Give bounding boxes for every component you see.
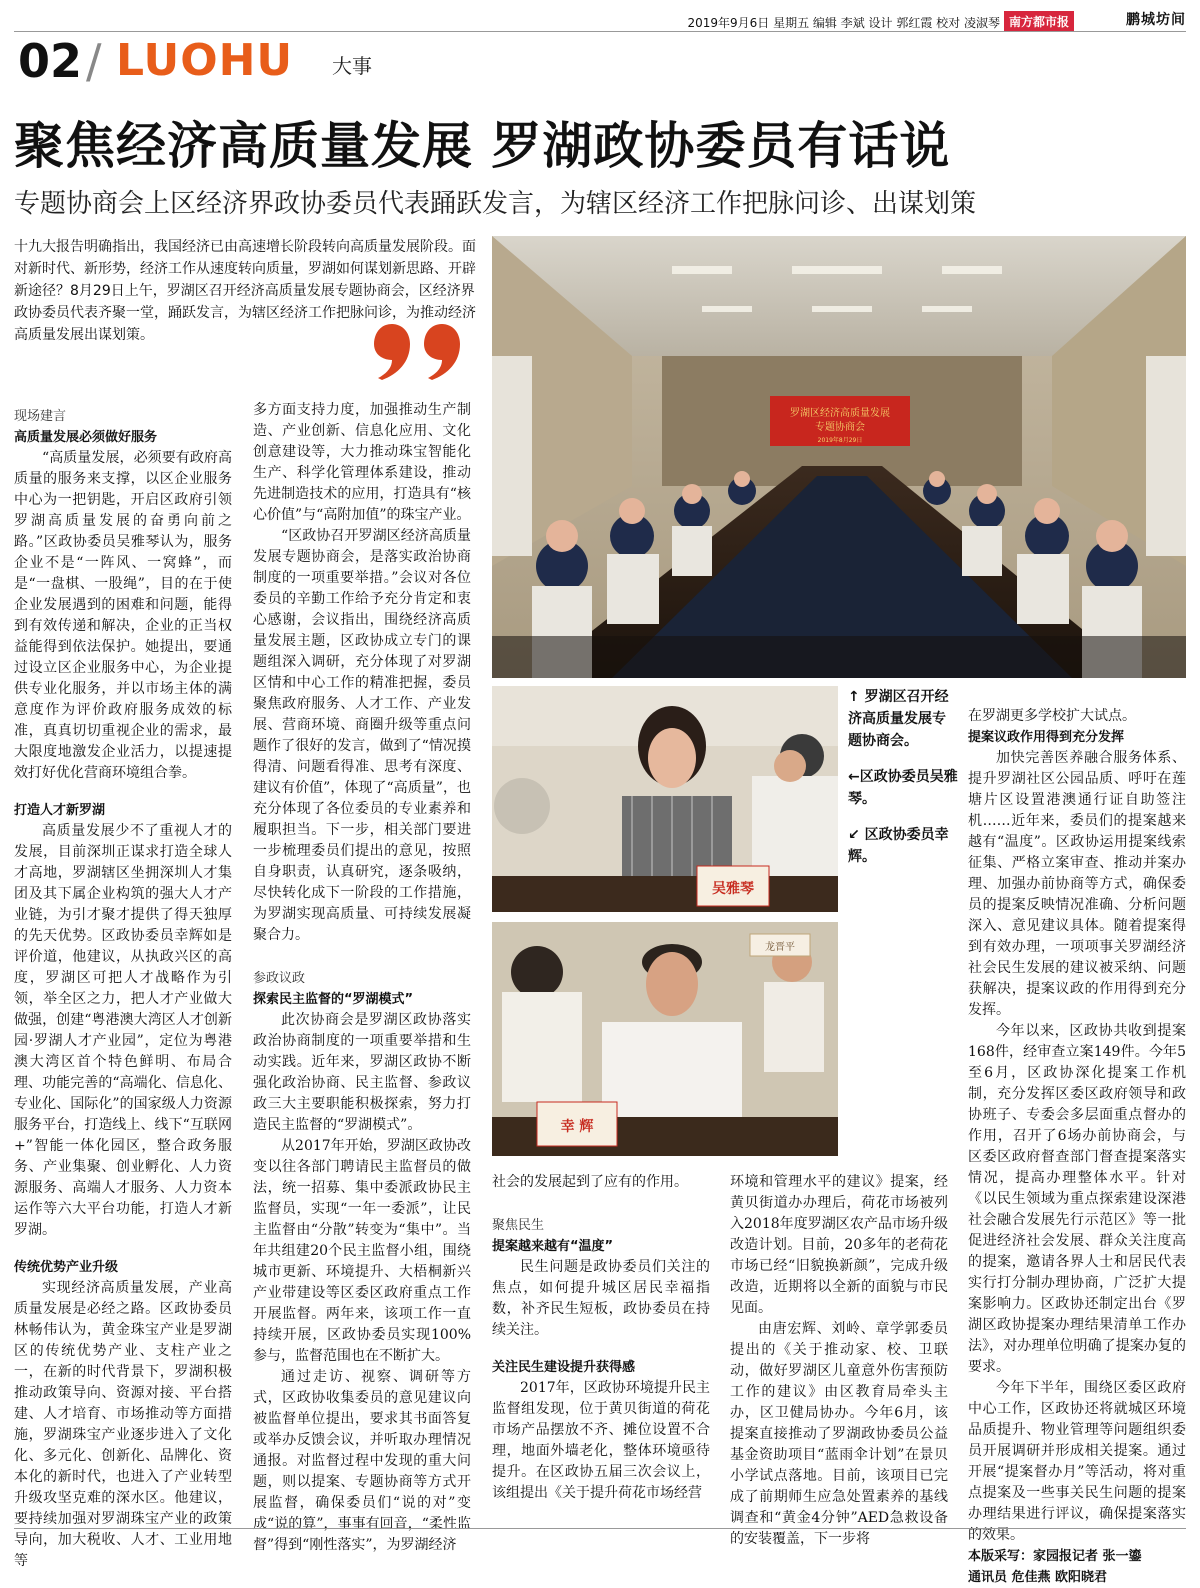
nameplate-wu: 吴雅琴 [712,881,754,897]
paragraph: 多方面支持力度，加强推动生产制造、产业创新、信息化应用、文化创意建设等，大力推动珠宝智能化生产、科学化管理体系建设，推动先进制造技术的应用，打造具有“核心价值”与“高附加值”的珠宝产业。 [253,402,471,523]
paragraph: 通过走访、视察、调研等方式，区政协收集委员的意见建议向被监督单位提出，要求其书面答复或举办反馈会议，并听取办理情况通报。对监督过程中发现的重大问题，则以提案、专题协商等方式开展监督，确保委员们“说的对”变成“说的算”，事事有回音，“柔性监督”得到“刚性落实”，为罗湖经济 [253,1369,471,1553]
paragraph: 由唐宏辉、刘岭、章学郭委员提出的《关于推动家、校、卫联动，做好罗湖区儿童意外伤害预防工作的建议》由区教育局牵头主办，区卫健局协办。今年6月，该提案直接推动了罗湖政协委员公益基金资助项目“蓝雨伞计划”在景贝小学试点落地。目前，该项目已完成了前期师生应急处置素养的基线调查和“黄金4分钟”AED急救设备的安装覆盖，下一步将 [730,1321,948,1547]
section-sub: 大事 [332,54,372,78]
paragraph: “区政协召开罗湖区经济高质量发展专题协商会，是落实政治协商制度的一项重要举措。”会议对各位委员的辛勤工作给予充分肯定和衷心感谢，会议指出，围绕经济高质量发展主题，区政协成立专门的课题组深入调研，充分体现了对罗湖区情和中心工作的精准把握，委员聚焦政府服务、人才工作、产业发展、营商环境、商圈升级等重点问题作了很好的发言，做到了“情况摸得清、问题看得准、思考有深度、建议有价值”，体现了“高质量”，也充分体现了各位委员的专业素养和履职担当。下一步，相关部门要进一步梳理委员们提出的意见，按照自身职责，认真研究，逐条吸纳，尽快转化成下一阶段的工作措施，为罗湖实现高质量、可持续发展凝聚合力。 [253,528,471,943]
paragraph: 实现经济高质量发展，产业高质量发展是必经之路。区政协委员林畅伟认为，黄金珠宝产业是罗湖区的传统优势产业、支柱产业之一，在新的时代背景下，罗湖积极推动政策导向、资源对接、平台搭建、人才培育、市场推动等方面措施，罗湖珠宝产业逐步进入了文化化、多元化、创新化、品牌化、资本化的新时代，也进入了产业转型升级攻坚克难的深水区。他建议，要持续加强对罗湖珠宝产业的政策导向，加大税收、人才、工业用地等 [14,1280,232,1569]
subhead: 传统优势产业升级 [14,1260,119,1275]
paragraph: 高质量发展少不了重视人才的发展，目前深圳正谋求打造全球人才高地，罗湖辖区坐拥深圳人才集团及其下属企业构筑的强大人才产业链，为引才聚才提供了得天独厚的先天优势。区政协委员幸辉如是评价道，他建议，从执政兴区的高度，罗湖区可把人才战略作为引领，举全区之力，把人才产业做大做强，创建“粤港澳大湾区人才创新园·罗湖人才产业园”，定位为粤港澳大湾区首个特色鲜明、布局合理、功能完善的“高端化、信息化、专业化、国际化”的国家级人力资源服务平台，打造线上、线下“互联网+”智能一体化园区，整合政务服务、产业集聚、创业孵化、人力资源服务、高端人才服务、人力资本运作等六大平台功能，打造人才新罗湖。 [14,823,232,1238]
paragraph: 今年以来，区政协共收到提案168件，经审查立案149件。今年5至6月，区政协深化提案工作机制，充分发挥区委区政府领导和政协班子、专委会多层面重点督办的作用，召开了6场办前协商会，与区委区政府督查部门督查提案落实情况，提高办理整体水平。针对《以民生领域为重点探索建设深港社会融合发展先行示范区》等一批促进经济社会发展、群众关注度高的提案，邀请各界人士和居民代表实行打分制办理协商，广泛扩大提案影响力。区政协还制定出台《罗湖区政协提案办理结果清单工作办法》，对办理单位明确了提案办复的要求。 [968,1023,1186,1375]
paragraph: 此次协商会是罗湖区政协落实政治协商制度的一项重要举措和生动实践。近年来，罗湖区政协不断强化政治协商、民主监督、参政议政三大主要职能积极探索，努力打造民主监督的“罗湖模式”。 [253,1012,471,1133]
subhead: 提案议政作用得到充分发挥 [968,730,1125,745]
meeting-photo [492,236,1186,678]
caption-main: ↑ 罗湖区召开经济高质量发展专题协商会。 [848,689,949,749]
section-slash: / [86,34,102,88]
subhead: 关注民生建设提升获得感 [492,1360,636,1375]
byline-reporter: 本版采写：家园报记者 张一鎏 [968,1549,1142,1564]
paragraph: 民生问题是政协委员们关注的焦点，如何提升城区居民幸福指数，补齐民生短板，政协委员在持续关注。 [492,1259,710,1338]
headline: 聚焦经济高质量发展 罗湖政协委员有话说 [14,117,951,175]
nameplate-long: 龙晋平 [765,942,795,953]
top-rule [14,31,1186,32]
paper-logo: 南方都市报 [1004,11,1074,32]
paragraph: 社会的发展起到了应有的作用。 [492,1174,688,1190]
banner-line2: 专题协商会 [815,422,865,433]
paragraph: 从2017年开始，罗湖区政协改变以往各部门聘请民主监督员的做法，统一招募、集中委派政协民主监督员，实现“一年一委派”，让民主监督由“分散”转变为“集中”。当年共组建20个民主监督小组，围绕城市更新、环境提升、大梧桐新兴产业带建设等区委区政府重点工作开展监督。两年来，该项工作一直持续开展，区政协委员实现100%参与，监督范围也在不断扩大。 [253,1138,471,1364]
banner-date: 2019年8月29日 [817,437,863,444]
nameplate-xing: 幸 辉 [560,1119,594,1135]
column-3 [492,1172,710,1504]
kicker: 参政议政 [253,971,306,986]
section-name: LUOHU [116,35,294,86]
bottom-rule [14,1528,1186,1529]
paragraph: 在罗湖更多学校扩大试点。 [968,708,1136,724]
subhead: 提案越来越有“温度” [492,1239,614,1254]
column-1 [14,400,232,1572]
lead-paragraph: 十九大报告明确指出，我国经济已由高速增长阶段转向高质量发展阶段。面对新时代、新形势，经济工作从速度转向质量，罗湖如何谋划新思路、开辟新途径？8月29日上午，罗湖区召开经济高质量发展专题协商会，区经济界政协委员代表齐聚一堂，踊跃发言，为辖区经济工作把脉问诊，为推动经济高质量发展出谋划策。 [14,239,476,343]
subhead: 打造人才新罗湖 [14,803,106,818]
banner-line1: 罗湖区经济高质量发展 [790,408,890,419]
subheadline: 专题协商会上区经济界政协委员代表踊跃发言，为辖区经济工作把脉问诊、出谋划策 [14,189,977,219]
paragraph: 今年下半年，围绕区委区政府中心工作，区政协还将就城区环境品质提升、物业管理等问题组织委员开展调研并形成相关提案。通过开展“提案督办月”等活动，将对重点提案及一些事关民生问题的提案办理结果进行评议，确保提案落实的效果。 [968,1380,1186,1543]
subhead: 探索民主监督的“罗湖模式” [253,992,414,1007]
column-4 [730,1172,948,1550]
edition-logo: 鹏城坊间 [1126,12,1186,28]
paragraph: 环境和管理水平的建议》提案，经黄贝街道办办理后，荷花市场被列入2018年度罗湖区农产品市场升级改造计划。目前，20多年的老荷花市场已经“旧貌换新颜”，完成升级改造，近期将以全新的面貌与市民见面。 [730,1174,948,1316]
caption-xing: ↙ 区政协委员幸辉。 [848,827,949,865]
kicker: 聚焦民生 [492,1218,545,1233]
column-2 [253,400,471,1556]
date-line: 2019年9月6日 星期五 编辑 李斌 设计 郭红霞 校对 凌淑琴 [687,16,1000,30]
photo-xing-hui [492,922,838,1156]
page-number: 02 [18,34,83,88]
caption-wu: ←区政协委员吴雅琴。 [848,769,958,807]
kicker: 现场建言 [14,409,67,424]
quote-mark-icon [370,320,470,380]
paragraph: 2017年，区政协环境提升民主监督组发现，位于黄贝街道的荷花市场产品摆放不齐、摊位设置不合理，地面外墙老化，整体环境亟待提升。在区政协五届三次会议上，该组提出《关于提升荷花市场经营 [492,1380,710,1501]
photo-captions [848,686,958,882]
photo-wu-yaqin [492,686,838,912]
column-5 [968,706,1186,1588]
subhead: 高质量发展必须做好服务 [14,430,158,445]
paragraph: “高质量发展，必须要有政府高质量的服务来支撑，以区企业服务中心为一把钥匙，开启区政府引领罗湖高质量发展的奋勇向前之路。”区政协委员吴雅琴认为，服务企业不是“一阵风、一窝蜂”，而是“一盘棋、一股绳”，目的在于使企业发展遇到的困难和问题，能得到有效传递和解决，企业的正当权益能得到依法保护。她提出，要通过设立区企业服务中心，为企业提供专业化服务，并以市场主体的满意度作为评价政府服务成效的标准，真真切切重视企业的需求，最大限度地激发企业活力，以提速提效打好优化营商环境组合拳。 [14,450,232,781]
byline-correspondents: 通讯员 危佳燕 欧阳晓君 [968,1570,1108,1585]
paragraph: 加快完善医养融合服务体系、提升罗湖社区公园品质、呼吁在莲塘片区设置港澳通行证自助签注机……近年来，委员们的提案越来越有“温度”。区政协运用提案线索征集、严格立案审查、推动并案办理、加强办前协商等方式，确保委员的提案反映情况准确、分析问题深入、意见建议具体。随着提案得到有效办理，一项项事关罗湖经济社会民生发展的建议被采纳、问题获解决，提案议政的作用得到充分发挥。 [968,750,1186,1018]
